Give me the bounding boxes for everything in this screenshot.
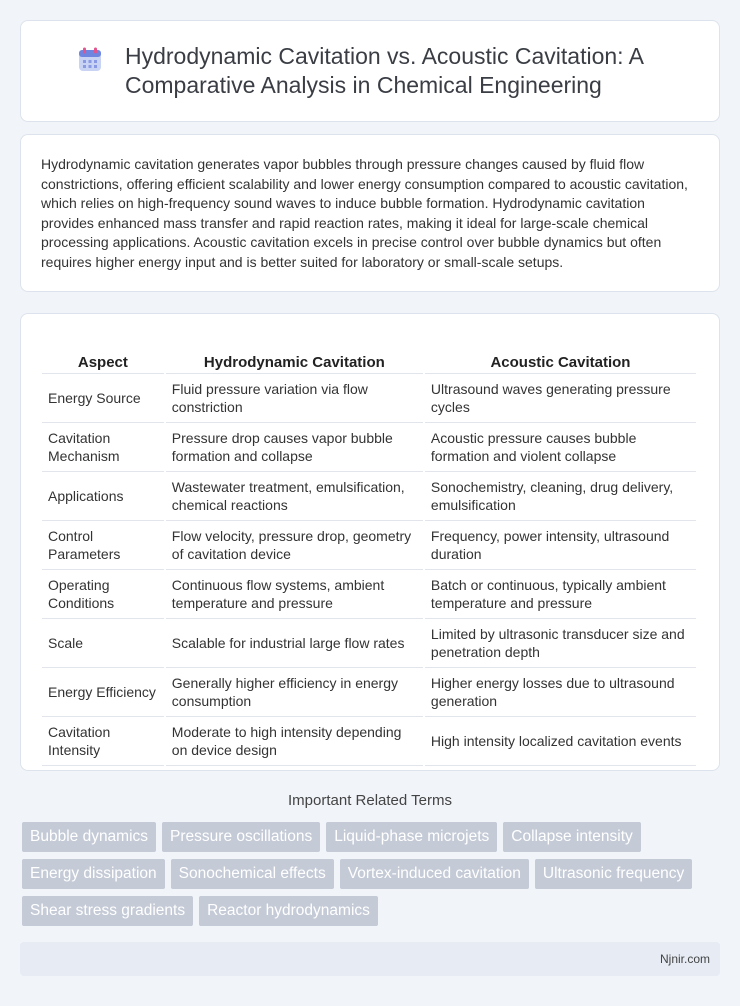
comparison-table (40, 334, 698, 766)
table-row (42, 374, 696, 423)
cell-aspect: Scale (42, 619, 164, 668)
cell-aspect: Cavitation Intensity (42, 717, 164, 766)
cell-acoustic: Limited by ultrasonic transducer size and penetration depth (425, 619, 696, 668)
cell-hydrodynamic: Moderate to high intensity depending on device design (166, 717, 423, 766)
related-terms-title: Important Related Terms (288, 792, 452, 809)
cell-aspect: Applications (42, 472, 164, 521)
related-term-tag[interactable]: Reactor hydrodynamics (199, 896, 378, 926)
cell-acoustic: Frequency, power intensity, ultrasound duration (425, 521, 696, 570)
header-hydrodynamic: Hydrodynamic Cavitation (166, 334, 423, 374)
table-row (42, 521, 696, 570)
table-row (42, 423, 696, 472)
cell-aspect: Cavitation Mechanism (42, 423, 164, 472)
cell-acoustic: Higher energy losses due to ultrasound generation (425, 668, 696, 717)
cell-aspect: Control Parameters (42, 521, 164, 570)
title-card (20, 20, 720, 122)
related-term-tag[interactable]: Bubble dynamics (22, 822, 156, 852)
related-term-tag[interactable]: Liquid-phase microjets (326, 822, 497, 852)
table-row (42, 472, 696, 521)
footer-site-name[interactable]: Njnir.com (659, 952, 710, 966)
page-title: Hydrodynamic Cavitation vs. Acoustic Cavitation: A Comparative Analysis in Chemical Engineering (125, 43, 643, 98)
calendar-icon (77, 47, 103, 73)
cell-hydrodynamic: Scalable for industrial large flow rates (166, 619, 423, 668)
table-row (42, 668, 696, 717)
related-term-tag[interactable]: Shear stress gradients (22, 896, 193, 926)
table-row (42, 717, 696, 766)
cell-acoustic: High intensity localized cavitation events (425, 717, 696, 766)
related-term-tag[interactable]: Energy dissipation (22, 859, 165, 889)
related-term-tag[interactable]: Collapse intensity (503, 822, 640, 852)
cell-acoustic: Acoustic pressure causes bubble formation and violent collapse (425, 423, 696, 472)
cell-hydrodynamic: Wastewater treatment, emulsification, chemical reactions (166, 472, 423, 521)
cell-hydrodynamic: Fluid pressure variation via flow constriction (166, 374, 423, 423)
cell-aspect: Operating Conditions (42, 570, 164, 619)
related-term-tag[interactable]: Vortex-induced cavitation (340, 859, 529, 889)
table-header-row (42, 334, 696, 374)
related-term-tag[interactable]: Ultrasonic frequency (535, 859, 692, 889)
summary-card (20, 134, 720, 292)
summary-text: Hydrodynamic cavitation generates vapor bubbles through pressure changes caused by fluid flow constrictions, offering efficient scalability and lower energy consumption compared to acoustic cavitation, which relies on high-frequency sound waves to induce bubble formation. Hydrodynamic cavitation provides enhanced mass transfer and rapid reaction rates, making it ideal for large-scale chemical processing applications. Acoustic cavitation excels in precise control over bubble dynamics but often requires higher energy input and is better suited for laboratory or small-scale setups. (41, 156, 688, 270)
cell-aspect: Energy Efficiency (42, 668, 164, 717)
cell-hydrodynamic: Pressure drop causes vapor bubble formation and collapse (166, 423, 423, 472)
cell-hydrodynamic: Flow velocity, pressure drop, geometry of cavitation device (166, 521, 423, 570)
table-row (42, 570, 696, 619)
table-row (42, 619, 696, 668)
header-aspect: Aspect (42, 334, 164, 374)
cell-hydrodynamic: Continuous flow systems, ambient temperature and pressure (166, 570, 423, 619)
related-term-tag[interactable]: Sonochemical effects (171, 859, 334, 889)
related-term-tag[interactable]: Pressure oscillations (162, 822, 320, 852)
cell-aspect: Energy Source (42, 374, 164, 423)
cell-acoustic: Batch or continuous, typically ambient temperature and pressure (425, 570, 696, 619)
related-terms-list (22, 822, 722, 933)
footer (20, 942, 720, 976)
cell-hydrodynamic: Generally higher efficiency in energy consumption (166, 668, 423, 717)
cell-acoustic: Ultrasound waves generating pressure cycles (425, 374, 696, 423)
comparison-table-card (20, 313, 720, 771)
cell-acoustic: Sonochemistry, cleaning, drug delivery, emulsification (425, 472, 696, 521)
header-acoustic: Acoustic Cavitation (425, 334, 696, 374)
